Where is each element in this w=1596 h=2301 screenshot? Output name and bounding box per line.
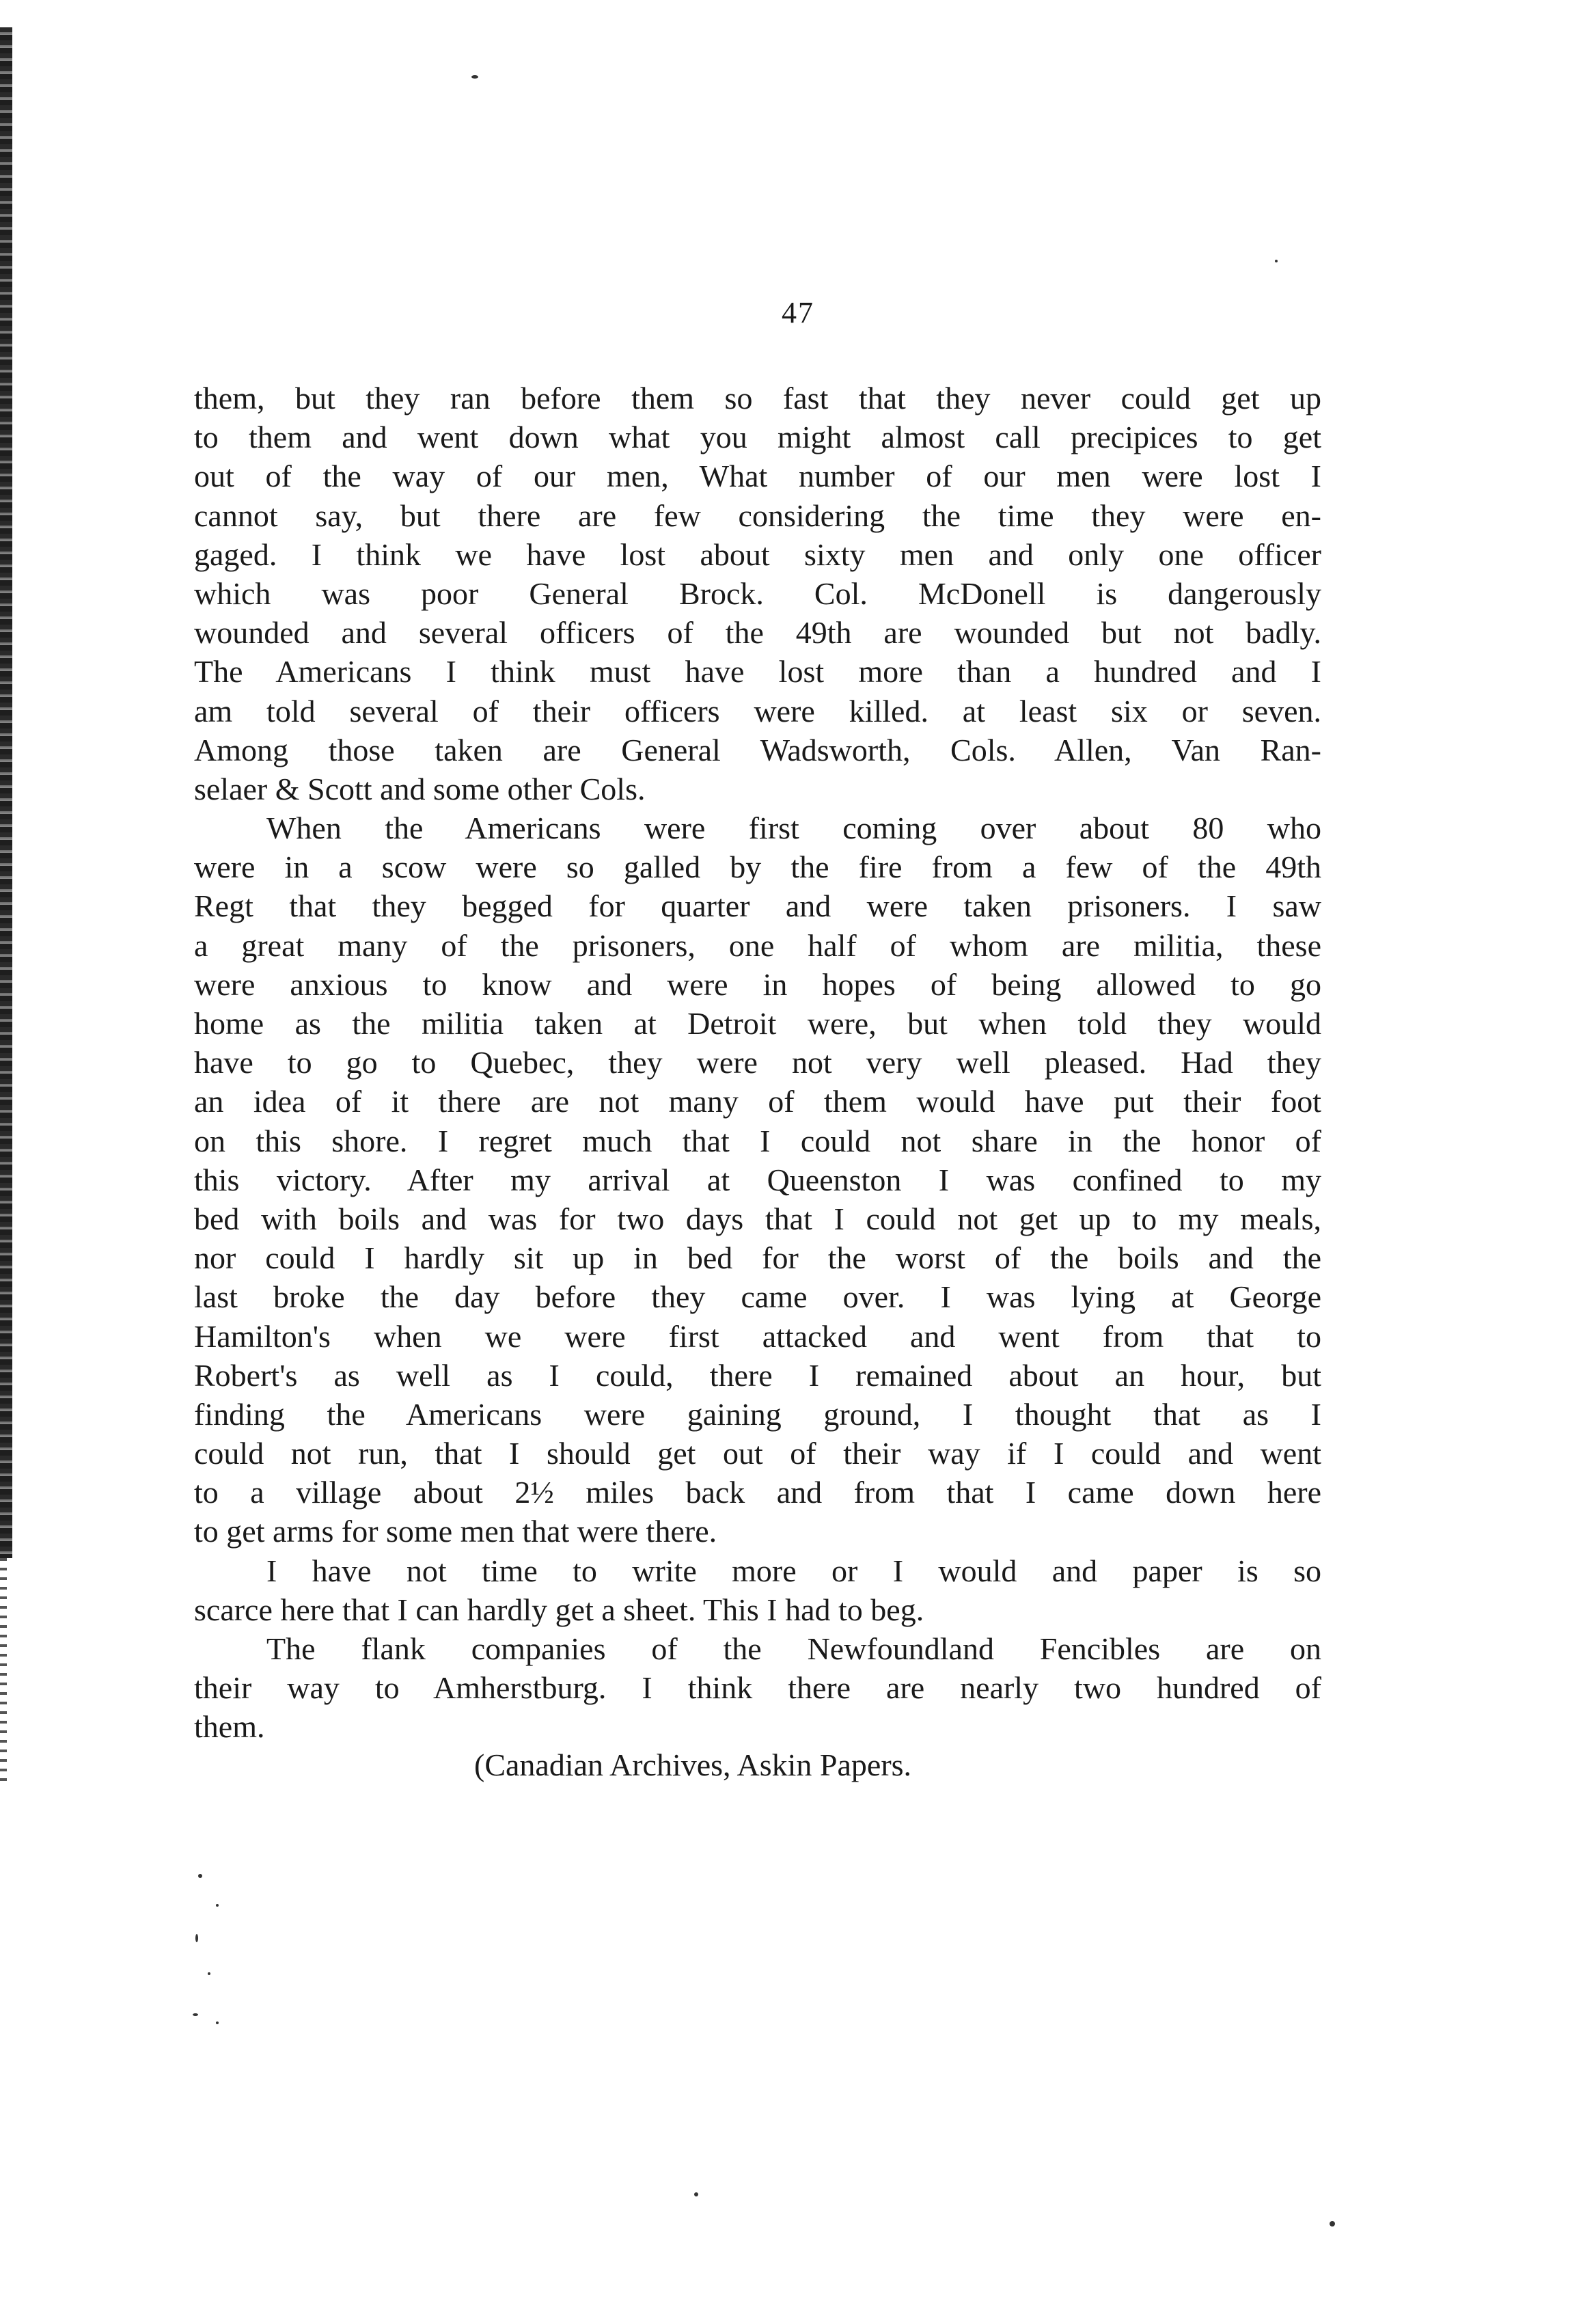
text-line: Robert's as well as I could, there I remained about an hour, but [194, 1357, 1321, 1393]
text-line: on this shore. I regret much that I could not share in the honor of [194, 1123, 1321, 1158]
speck-right [1275, 260, 1278, 262]
text-line: their way to Amherstburg. I think there are nearly two hundred of [194, 1670, 1321, 1706]
page-number: 47 [782, 296, 814, 329]
body-text [194, 379, 1321, 1747]
text-line: last broke the day before they came over. I was lying at George [194, 1279, 1321, 1315]
text-line: were in a scow were so galled by the fire from a few of the 49th [194, 849, 1321, 885]
text-line: am told several of their officers were killed. at least six or seven. [194, 693, 1321, 729]
text-line: nor could I hardly sit up in bed for the worst of the boils and the [194, 1240, 1321, 1276]
text-line: I have not time to write more or I would and paper is so [266, 1553, 1321, 1588]
speck-left-6 [216, 2021, 219, 2024]
text-line: finding the Americans were gaining ground, I thought that as I [194, 1396, 1321, 1432]
text-line: have to go to Quebec, they were not very well pleased. Had they [194, 1045, 1321, 1080]
text-line: to get arms for some men that were there. [194, 1514, 717, 1549]
text-line: were anxious to know and were in hopes of being allowed to go [194, 966, 1321, 1002]
text-line: The flank companies of the Newfoundland Fencibles are on [266, 1631, 1321, 1666]
text-line: The Americans I think must have lost more than a hundred and I [194, 654, 1321, 690]
text-line: an idea of it there are not many of them would have put their foot [194, 1084, 1321, 1119]
text-line: cannot say, but there are few considering the time they were en- [194, 498, 1321, 533]
speck-left-1 [198, 1874, 202, 1878]
text-line: When the Americans were first coming over about 80 who [266, 811, 1321, 846]
text-line: scarce here that I can hardly get a sheet. This I had to beg. [194, 1592, 924, 1627]
text-line: them. [194, 1709, 265, 1745]
text-line: home as the militia taken at Detroit were, but when told they would [194, 1006, 1321, 1041]
text-line: which was poor General Brock. Col. McDonell is dangerously [194, 575, 1321, 611]
speck-bottom-1 [694, 2192, 698, 2196]
binding-edge-lower [0, 1558, 7, 1784]
speck-left-4 [208, 1972, 210, 1975]
text-line: Regt that they begged for quarter and were taken prisoners. I saw [194, 888, 1321, 924]
text-line: Among those taken are General Wadsworth, Cols. Allen, Van Ran- [194, 732, 1321, 767]
speck-left-3 [195, 1934, 198, 1942]
text-line: them, but they ran before them so fast that they never could get up [194, 381, 1321, 416]
citation: (Canadian Archives, Askin Papers. [474, 1747, 912, 1782]
text-line: to them and went down what you might almost call precipices to get [194, 420, 1321, 455]
speck-left-2 [216, 1904, 219, 1907]
text-line: out of the way of our men, What number of our men were lost I [194, 459, 1321, 494]
text-line: a great many of the prisoners, one half of whom are militia, these [194, 927, 1321, 963]
binding-edge [0, 27, 12, 1558]
text-line: selaer & Scott and some other Cols. [194, 771, 646, 806]
text-line: gaged. I think we have lost about sixty men and only one officer [194, 536, 1321, 572]
text-line: bed with boils and was for two days that I could not get up to my meals, [194, 1201, 1321, 1236]
text-line: could not run, that I should get out of their way if I could and went [194, 1436, 1321, 1471]
speck-top [471, 75, 478, 79]
text-line: wounded and several officers of the 49th are wounded but not badly. [194, 615, 1321, 651]
speck-left-5 [193, 2013, 198, 2016]
text-line: Hamilton's when we were first attacked and went from that to [194, 1318, 1321, 1354]
text-line: to a village about 2½ miles back and from that I came down here [194, 1475, 1321, 1510]
text-line: this victory. After my arrival at Queenston I was confined to my [194, 1162, 1321, 1197]
speck-bottom-2 [1330, 2221, 1335, 2227]
